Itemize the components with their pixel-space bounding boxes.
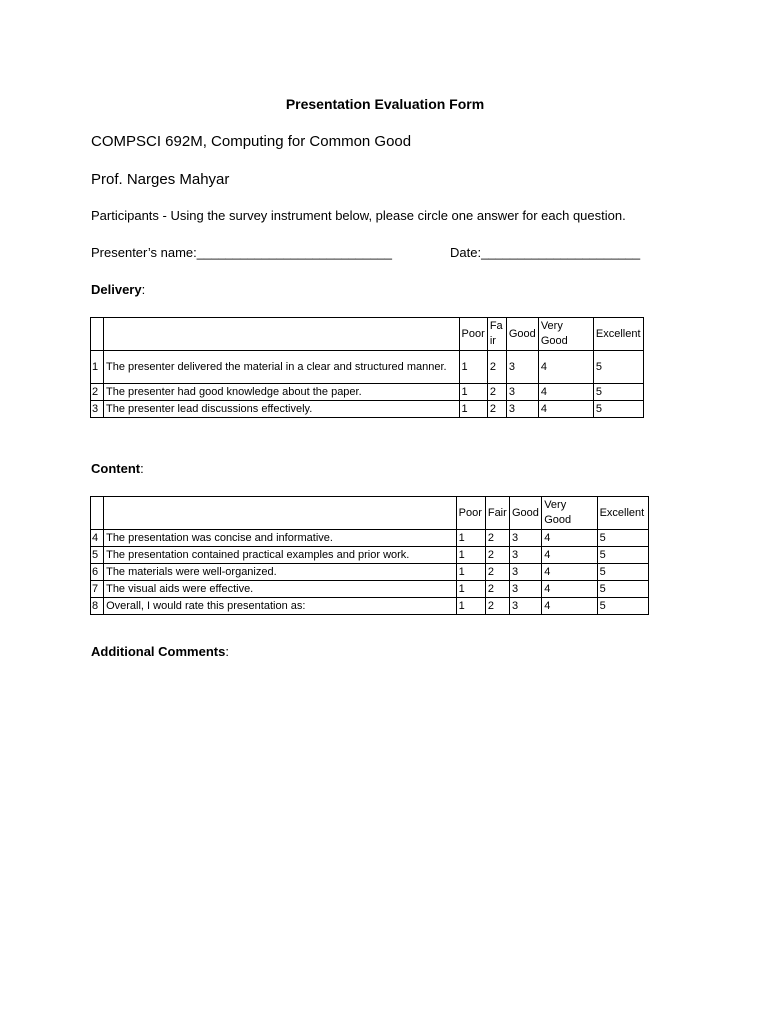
rating-poor[interactable]: 1 [459,384,487,401]
header-question-cell [104,318,460,351]
header-excellent: Excellent [597,497,648,530]
rating-very-good[interactable]: 4 [542,547,597,564]
rating-poor[interactable]: 1 [459,351,487,384]
presenter-name-field[interactable] [91,245,392,260]
rating-excellent[interactable]: 5 [593,401,643,418]
table-row [91,581,649,598]
rating-good[interactable]: 3 [509,530,541,547]
header-fair: Fair [487,318,506,351]
question-text: Overall, I would rate this presentation as: [104,598,457,615]
rating-very-good[interactable]: 4 [538,401,593,418]
presenter-name-label: Presenter’s name: [91,245,197,260]
header-question-cell [104,497,457,530]
table-row [91,564,649,581]
header-good: Good [506,318,538,351]
rating-excellent[interactable]: 5 [597,547,648,564]
rating-excellent[interactable]: 5 [593,351,643,384]
rating-poor[interactable]: 1 [456,598,485,615]
rating-excellent[interactable]: 5 [593,384,643,401]
question-number: 4 [91,530,104,547]
question-number: 2 [91,384,104,401]
table-row [91,530,649,547]
date-label: Date: [450,245,482,260]
question-text: The presenter delivered the material in a clear and structured manner. [104,351,460,384]
header-very-good: Very Good [542,497,597,530]
rating-good[interactable]: 3 [506,351,538,384]
header-excellent: Excellent [593,318,643,351]
question-number: 3 [91,401,104,418]
header-poor: Poor [459,318,487,351]
rating-poor[interactable]: 1 [456,547,485,564]
header-num-cell [91,318,104,351]
rating-excellent[interactable]: 5 [597,581,648,598]
question-text: The presentation contained practical examples and prior work. [104,547,457,564]
rating-good[interactable]: 3 [509,581,541,598]
table-header-row [91,497,649,530]
table-row [91,401,644,418]
question-text: The materials were well-organized. [104,564,457,581]
delivery-table [90,317,644,418]
course-title: COMPSCI 692M, Computing for Common Good [91,133,412,150]
rating-very-good[interactable]: 4 [538,351,593,384]
table-header-row [91,318,644,351]
rating-poor[interactable]: 1 [456,530,485,547]
rating-excellent[interactable]: 5 [597,530,648,547]
rating-excellent[interactable]: 5 [597,564,648,581]
question-text: The visual aids were effective. [104,581,457,598]
header-num-cell [91,497,104,530]
question-number: 7 [91,581,104,598]
rating-fair[interactable]: 2 [487,351,506,384]
question-number: 6 [91,564,104,581]
rating-good[interactable]: 3 [506,401,538,418]
form-title: Presentation Evaluation Form [285,96,485,112]
rating-very-good[interactable]: 4 [538,384,593,401]
table-row [91,598,649,615]
rating-good[interactable]: 3 [509,564,541,581]
question-text: The presentation was concise and informative. [104,530,457,547]
question-text: The presenter had good knowledge about the paper. [104,384,460,401]
question-text: The presenter lead discussions effectively. [104,401,460,418]
delivery-heading: Delivery: [91,282,146,297]
rating-poor[interactable]: 1 [456,564,485,581]
rating-fair[interactable]: 2 [487,384,506,401]
professor-name: Prof. Narges Mahyar [91,171,230,188]
rating-good[interactable]: 3 [506,384,538,401]
presenter-name-blank[interactable]: ___________________________ [196,245,392,260]
header-very-good: Very Good [538,318,593,351]
additional-comments-heading: Additional Comments: [91,644,229,659]
question-number: 1 [91,351,104,384]
rating-very-good[interactable]: 4 [542,530,597,547]
date-field[interactable] [450,245,640,260]
content-table [90,496,649,615]
rating-very-good[interactable]: 4 [542,598,597,615]
rating-very-good[interactable]: 4 [542,581,597,598]
rating-excellent[interactable]: 5 [597,598,648,615]
rating-very-good[interactable]: 4 [542,564,597,581]
table-row [91,547,649,564]
header-good: Good [509,497,541,530]
rating-good[interactable]: 3 [509,598,541,615]
question-number: 5 [91,547,104,564]
date-blank[interactable]: ______________________ [481,245,641,260]
header-poor: Poor [456,497,485,530]
rating-good[interactable]: 3 [509,547,541,564]
rating-fair[interactable]: 2 [485,530,509,547]
rating-fair[interactable]: 2 [487,401,506,418]
question-number: 8 [91,598,104,615]
rating-poor[interactable]: 1 [459,401,487,418]
rating-fair[interactable]: 2 [485,581,509,598]
table-row [91,384,644,401]
header-fair: Fair [485,497,509,530]
rating-fair[interactable]: 2 [485,564,509,581]
rating-fair[interactable]: 2 [485,547,509,564]
instructions-text: Participants - Using the survey instrument below, please circle one answer for each question. [91,208,626,223]
rating-fair[interactable]: 2 [485,598,509,615]
content-heading: Content: [91,461,144,476]
table-row [91,351,644,384]
rating-poor[interactable]: 1 [456,581,485,598]
